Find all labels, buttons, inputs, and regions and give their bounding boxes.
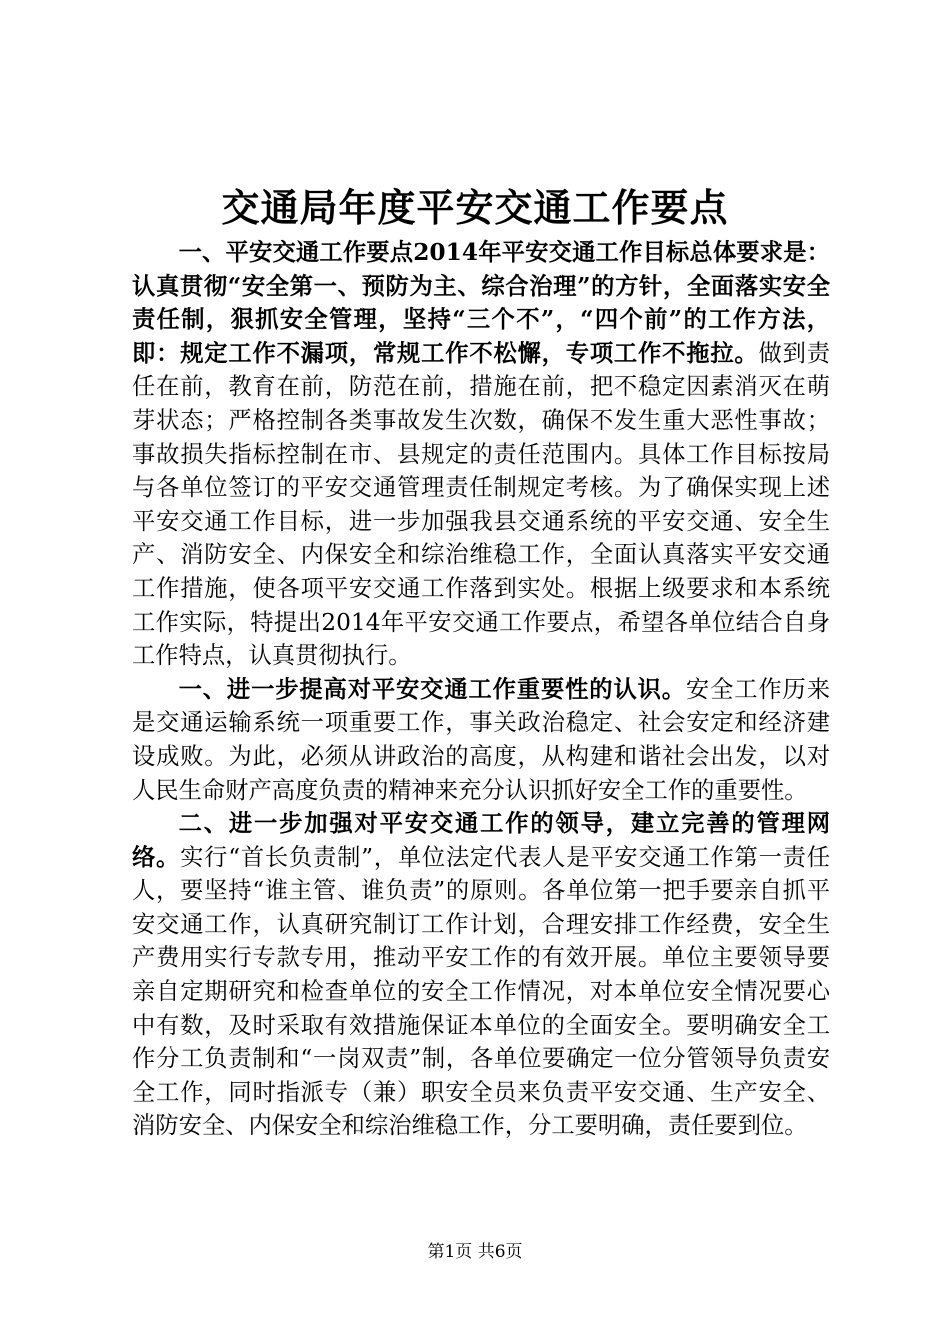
paragraph-2-text: 安全工作历来是交通运输系统一项重要工作，事关政治稳定、社会安定和经济建设成败。为此，必须从讲政治的高度，从构建和谐社会出发，以对人民生命财产高度负责的精神来充分认识抓好安全工作的重要性。: [132, 675, 831, 804]
paragraph-3-heading: 二、进一步加强对平安交通工作的领导，建立完善的管理网络。: [132, 810, 830, 871]
paragraph-1: [132, 236, 830, 673]
paragraph-3-text: 实行“首长负责制”，单位法定代表人是平安交通工作第一责任人，要坚持“谁主管、谁负责”的原则。各单位第一把手要亲自抓平安交通工作，认真研究制订工作计划，合理安排工作经费，安全生产费用实行专款专用，推动平安工作的有效开展。单位主要领导要亲自定期研究和检查单位的安全工作情况，对本单位安全情况要心中有数，及时采取有效措施保证本单位的全面安全。要明确安全工作分工负责制和“一岗双责”制，各单位要确定一位分管领导负责安全工作，同时指派专（兼）职安全员来负责平安交通、生产安全、消防安全、内保安全和综治维稳工作，分工要明确，责任要到位。: [132, 843, 830, 1140]
paragraph-2-heading: 一、进一步提高对平安交通工作重要性的认识。: [178, 675, 686, 703]
page-footer: 第1页 共6页: [427, 1242, 523, 1262]
paragraph-1-text: 做到责任在前，教育在前，防范在前，措施在前，把不稳定因素消灭在萌芽状态；严格控制各类事故发生次数，确保不发生重大恶性事故；事故损失指标控制在市、县规定的责任范围内。具体工作目标按局与各单位签订的平安交通管理责任制规定考核。为了确保实现上述平安交通工作目标，进一步加强我县交通系统的平安交通、安全生产、消防安全、内保安全和综治维稳工作，全面认真落实平安交通工作措施，使各项平安交通工作落到实处。根据上级要求和本系统工作实际，特提出2014年平安交通工作要点，希望各单位结合自身工作特点，认真贯彻执行。: [132, 339, 831, 670]
paragraph-2: [132, 673, 830, 807]
paragraph-3: [132, 807, 830, 1143]
document-title: 交通局年度平安交通工作要点: [221, 185, 729, 230]
document-body: [132, 236, 830, 1143]
paragraph-1-heading: 一、平安交通工作要点2014年平安交通工作目标总体要求是：认真贯彻“安全第一、预防为主、综合治理”的方针，全面落实安全责任制，狠抓安全管理，坚持“三个不”，“四个前”的工作方法，即：规定工作不漏项，常规工作不松懈，专项工作不拖拉。: [132, 239, 830, 367]
